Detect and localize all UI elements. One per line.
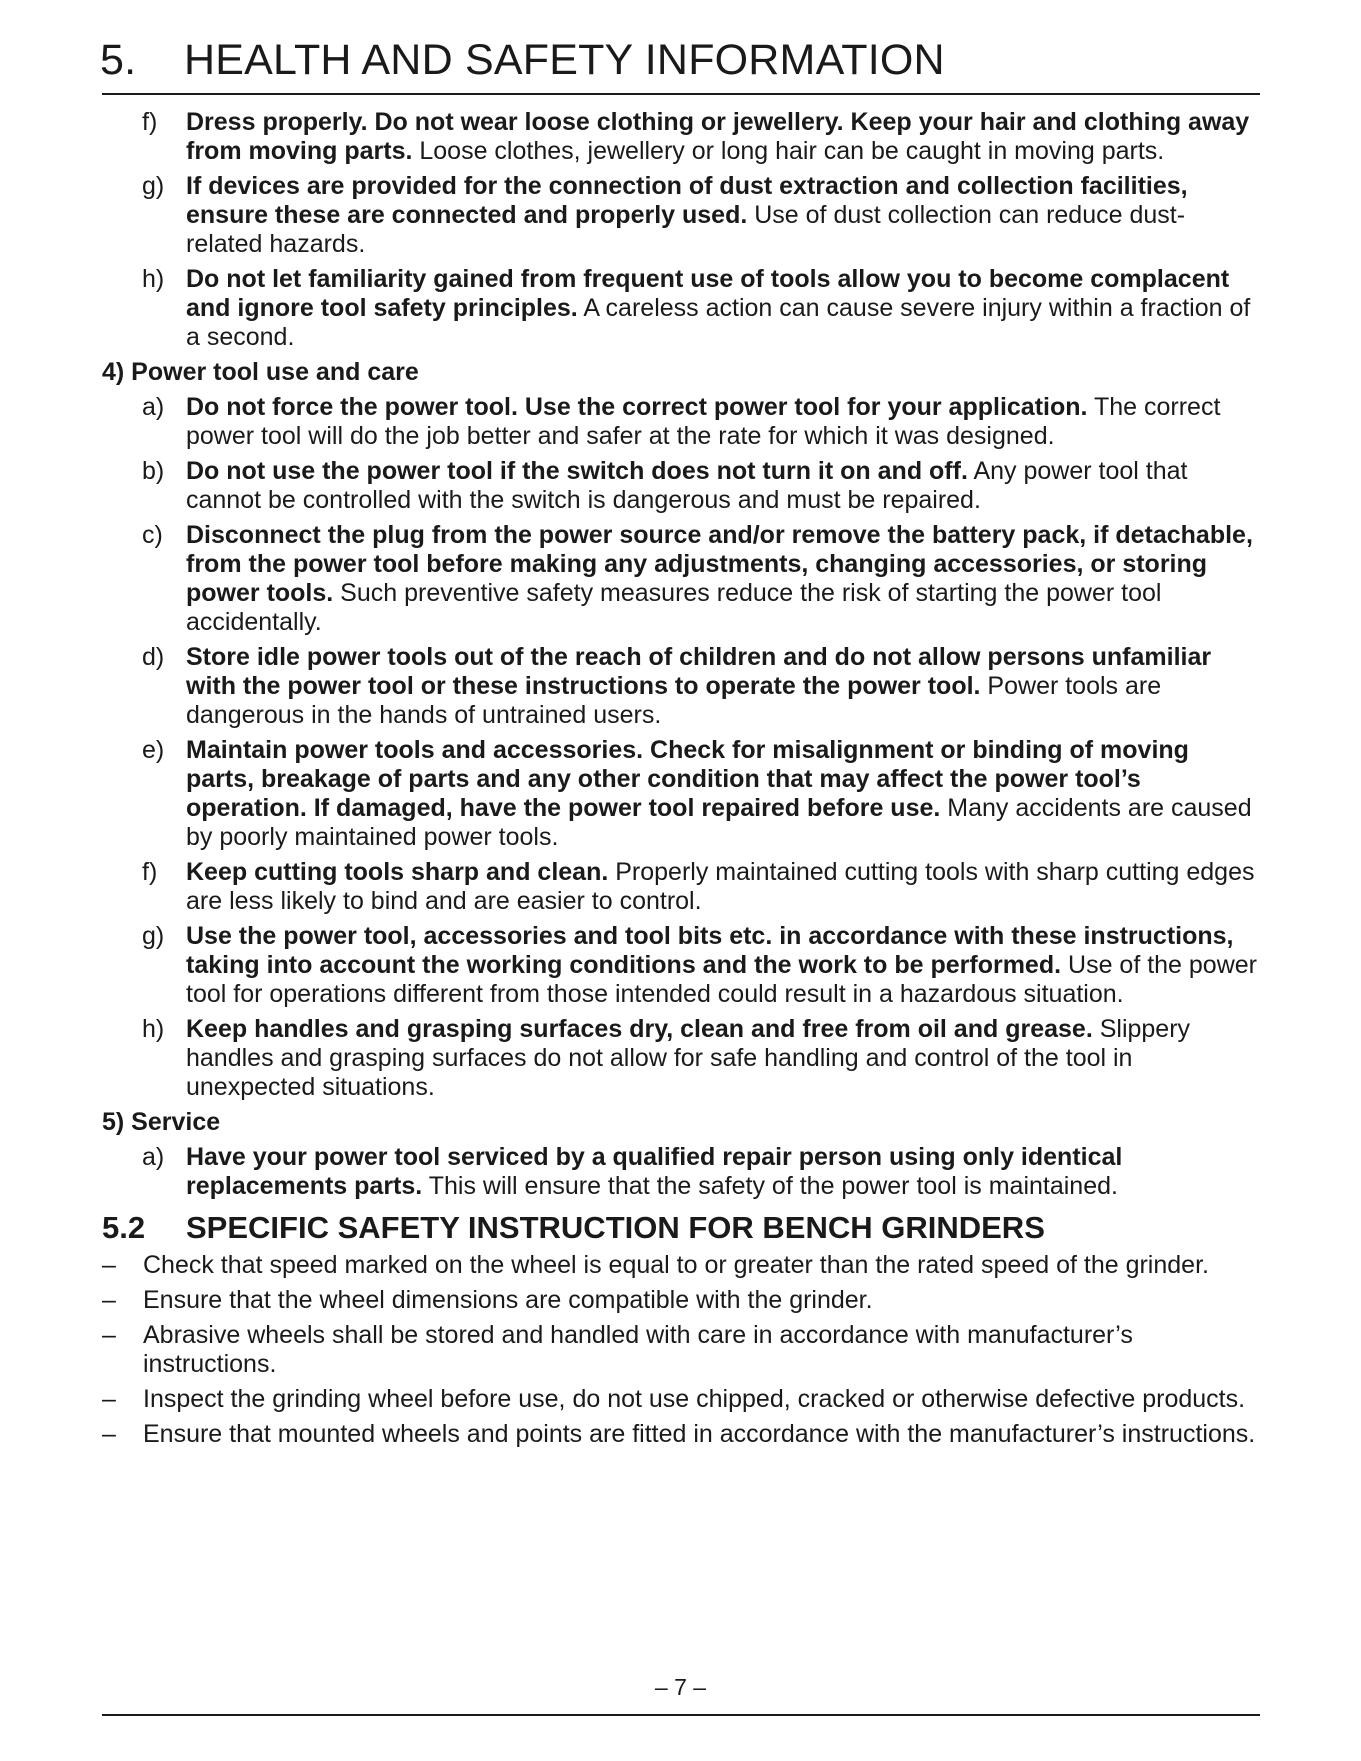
item-text: A careless action can cause severe injury within a fraction of a second. (186, 294, 1251, 351)
page-content (102, 108, 1260, 1455)
item-bold-text: Dress properly. Do not wear loose clothing or jewellery. Keep your hair and clothing away from moving parts. (186, 108, 1250, 165)
dash-marker: – (102, 1321, 116, 1349)
list-item (102, 457, 1260, 515)
section-title-text: SPECIFIC SAFETY INSTRUCTION FOR BENCH GRINDERS (186, 1210, 1045, 1245)
item-text: This will ensure that the safety of the power tool is maintained. (422, 1172, 1118, 1200)
item-text: Many accidents are caused by poorly maintained power tools. (186, 794, 1252, 851)
section-number: 5.2 (102, 1210, 146, 1245)
item-bold-text: Disconnect the plug from the power source and/or remove the battery pack, if detachable, from the power tool before making any adjustments, changing accessories, or storing power tools. (186, 521, 1253, 607)
list-item (102, 736, 1260, 852)
dash-marker: – (102, 1420, 116, 1448)
item-bold-text: Store idle power tools out of the reach of children and do not allow persons unfamiliar with the power tool or these instructions to operate the power tool. (186, 643, 1212, 700)
item-text: Use of dust collection can reduce dust-related hazards. (186, 201, 1186, 258)
list-item (102, 393, 1260, 451)
bullet-text: Inspect the grinding wheel before use, do not use chipped, cracked or otherwise defective products. (143, 1385, 1246, 1413)
footer-rule (102, 1714, 1260, 1716)
page-number: – 7 – (654, 1674, 707, 1700)
item-marker: e) (142, 736, 165, 764)
list-item (102, 172, 1260, 259)
chapter-number: 5. (100, 36, 137, 84)
list-item (102, 1143, 1260, 1201)
item-text: Power tools are dangerous in the hands of untrained users. (186, 672, 1162, 729)
bullet-text: Ensure that mounted wheels and points are fitted in accordance with the manufacturer’s instructions. (143, 1420, 1256, 1448)
item-text: Slippery handles and grasping surfaces do not allow for safe handling and control of the tool in unexpected situations. (186, 1015, 1191, 1101)
bullet-text: Check that speed marked on the wheel is equal to or greater than the rated speed of the grinder. (143, 1251, 1209, 1279)
list-item (102, 265, 1260, 352)
item-bold-text: Use the power tool, accessories and tool bits etc. in accordance with these instructions, taking into account the working conditions and the work to be performed. (186, 922, 1234, 979)
dash-marker: – (102, 1385, 116, 1413)
item-text: Any power tool that cannot be controlled with the switch is dangerous and must be repaired. (186, 457, 1188, 514)
item-bold-text: Have your power tool serviced by a qualified repair person using only identical replacements parts. (186, 1143, 1123, 1200)
item-bold-text: Keep handles and grasping surfaces dry, clean and free from oil and grease. (186, 1015, 1093, 1043)
item-marker: g) (142, 172, 165, 200)
subsection-heading-power-tool: 4) Power tool use and care (102, 358, 419, 386)
chapter-title (100, 34, 945, 86)
list-item (102, 108, 1260, 166)
list-item (102, 1015, 1260, 1102)
item-marker: h) (142, 1015, 165, 1043)
item-text: Use of the power tool for operations different from those intended could result in a hazardous situation. (186, 951, 1257, 1008)
item-marker: d) (142, 643, 165, 671)
list-item (102, 922, 1260, 1009)
list-item (102, 858, 1260, 916)
item-bold-text: If devices are provided for the connection of dust extraction and collection facilities, ensure these are connected and properly used. (186, 172, 1188, 229)
item-text: The correct power tool will do the job better and safer at the rate for which it was designed. (186, 393, 1221, 450)
bullet-text: Abrasive wheels shall be stored and handled with care in accordance with manufacturer’s instructions. (143, 1321, 1133, 1378)
bullet-item (102, 1251, 1260, 1280)
item-marker: b) (142, 457, 165, 485)
item-marker: a) (142, 1143, 165, 1171)
list-item (102, 521, 1260, 637)
list-item (102, 643, 1260, 730)
item-bold-text: Maintain power tools and accessories. Check for misalignment or binding of moving parts, breakage of parts and any other condition that may affect the power tool’s operation. If damaged, have the power tool repaired before use. (186, 736, 1189, 822)
dash-marker: – (102, 1251, 116, 1279)
item-text: Loose clothes, jewellery or long hair can be caught in moving parts. (412, 137, 1165, 165)
item-marker: f) (142, 108, 158, 136)
chapter-title-text: HEALTH AND SAFETY INFORMATION (184, 36, 945, 84)
subsection-heading-service: 5) Service (102, 1108, 221, 1136)
item-marker: g) (142, 922, 165, 950)
item-bold-text: Keep cutting tools sharp and clean. (186, 858, 609, 886)
item-marker: f) (142, 858, 158, 886)
item-marker: c) (142, 521, 163, 549)
bullet-item (102, 1286, 1260, 1315)
item-bold-text: Do not let familiarity gained from frequent use of tools allow you to become complacent and ignore tool safety principles. (186, 265, 1230, 322)
item-marker: a) (142, 393, 165, 421)
section-heading-specific (102, 1209, 1260, 1247)
bullet-item (102, 1321, 1260, 1379)
item-text: Such preventive safety measures reduce the risk of starting the power tool accidentally. (186, 579, 1162, 636)
item-bold-text: Do not force the power tool. Use the correct power tool for your application. (186, 393, 1088, 421)
item-text: Properly maintained cutting tools with sharp cutting edges are less likely to bind and are easier to control. (186, 858, 1255, 915)
bullet-text: Ensure that the wheel dimensions are compatible with the grinder. (143, 1286, 873, 1314)
dash-marker: – (102, 1286, 116, 1314)
item-bold-text: Do not use the power tool if the switch does not turn it on and off. (186, 457, 968, 485)
bullet-item (102, 1385, 1260, 1414)
item-marker: h) (142, 265, 165, 293)
bullet-item (102, 1420, 1260, 1449)
header-rule (102, 93, 1260, 95)
